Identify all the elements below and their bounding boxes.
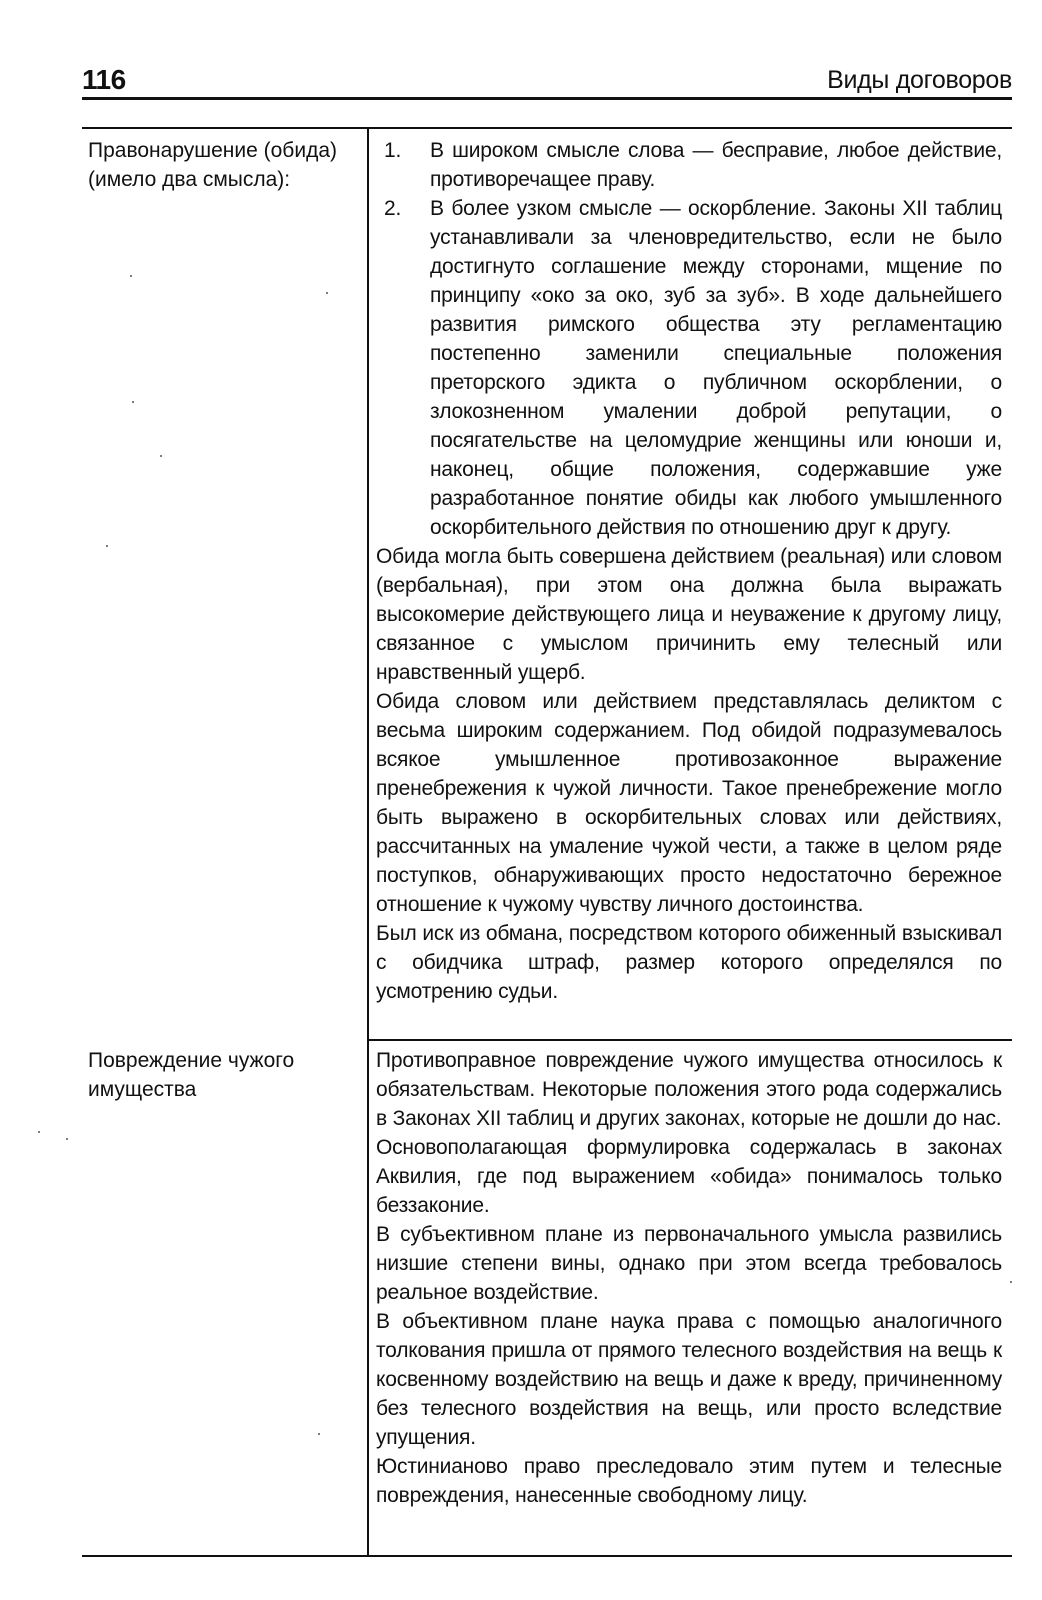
list-item-number: 2. [384,197,402,220]
definition-property-damage [376,1046,1002,1510]
running-title: Виды договоров [827,66,1012,94]
paragraph: Основополагающая формулировка содержалась в законах Аквилия, где под выражением «обида» понималось только беззаконие. [376,1136,1002,1217]
scan-speck [318,1433,320,1435]
page-number: 116 [82,64,126,95]
list-item-text: В более узком смысле — оскорбление. Законы XII таблиц устанавливали за членовредительство, если не было достигнуто соглашение между сторонами, мщение по принципу «око за око, зуб за зуб». В ходе дальнейшего развития римского общества эту регламентацию постепенно заменили специальные положения преторского эдикта о публичном оскорблении, о злокозненном умалении доброй репутации, о посягательстве на целомудрие женщины или юноши и, наконец, общие положения, содержавшие уже разработанное понятие обиды как любого умышленного оскорбительного действия по отношению друг к другу. [430,197,1002,539]
paragraph: Юстинианово право преследовало этим путем и телесные повреждения, нанесенные свободному лицу. [376,1455,1002,1507]
scan-speck [130,275,132,277]
column-divider [367,128,369,1556]
list-item-number: 1. [384,139,402,162]
scan-speck [66,1138,68,1140]
table-top-rule [82,127,1012,129]
term-offense: Правонарушение (обида) (имело два смысла): [88,139,337,191]
scan-speck [38,1131,40,1133]
row-divider [367,1039,1012,1041]
paragraph: В объективном плане наука права с помощью аналогичного толкования пришла от прямого телесного воздействия на вещь к косвенному воздействию на вещь и даже к вреду, причиненному без телесного воздействия на вещь, или просто вследствие упущения. [376,1310,1002,1449]
list-item [376,136,1002,194]
list-item-text: В широком смысле слова — бесправие, любое действие, противоречащее праву. [430,139,1002,191]
meaning-list [376,136,1002,542]
list-item [376,194,1002,542]
paragraph: Обида словом или действием представлялась деликтом с весьма широким содержанием. Под обидой подразумевалось всякое умышленное противозаконное выражение пренебрежения к чужой личности. Такое пренебрежение могло быть выражено в оскорбительных словах или действиях, рассчитанных на умаление чужой чести, а также в целом ряде поступков, обнаруживающих просто недостаточно бережное отношение к чужому чувству личного достоинства. [376,690,1002,916]
scan-speck [160,455,162,457]
scan-speck [1010,1281,1012,1283]
paragraph: В субъективном плане из первоначального умысла развились низшие степени вины, однако при этом всегда требовалось реальное воздействие. [376,1223,1002,1304]
scan-speck [326,292,328,294]
paragraph: Противоправное повреждение чужого имущества относилось к обязательствам. Некоторые положения этого рода содержались в Законах XII таблиц и других законах, которые не дошли до нас. [376,1049,1002,1130]
paragraph: Обида могла быть совершена действием (реальная) или словом (вербальная), при этом она должна была выражать высокомерие действующего лица и неуважение к другому лицу, связанное с умыслом причинить ему телесный или нравственный ущерб. [376,545,1002,684]
scan-speck [132,401,134,403]
header-rule [82,97,1012,100]
definition-offense [376,136,1002,1006]
scan-speck [106,545,108,547]
term-property-damage: Повреждение чужого имущества [88,1049,295,1101]
table-bottom-rule [82,1555,1012,1557]
paragraph: Был иск из обмана, посредством которого обиженный взыскивал с обидчика штраф, размер которого определялся по усмотрению судьи. [376,922,1002,1003]
page-header [82,58,1012,100]
